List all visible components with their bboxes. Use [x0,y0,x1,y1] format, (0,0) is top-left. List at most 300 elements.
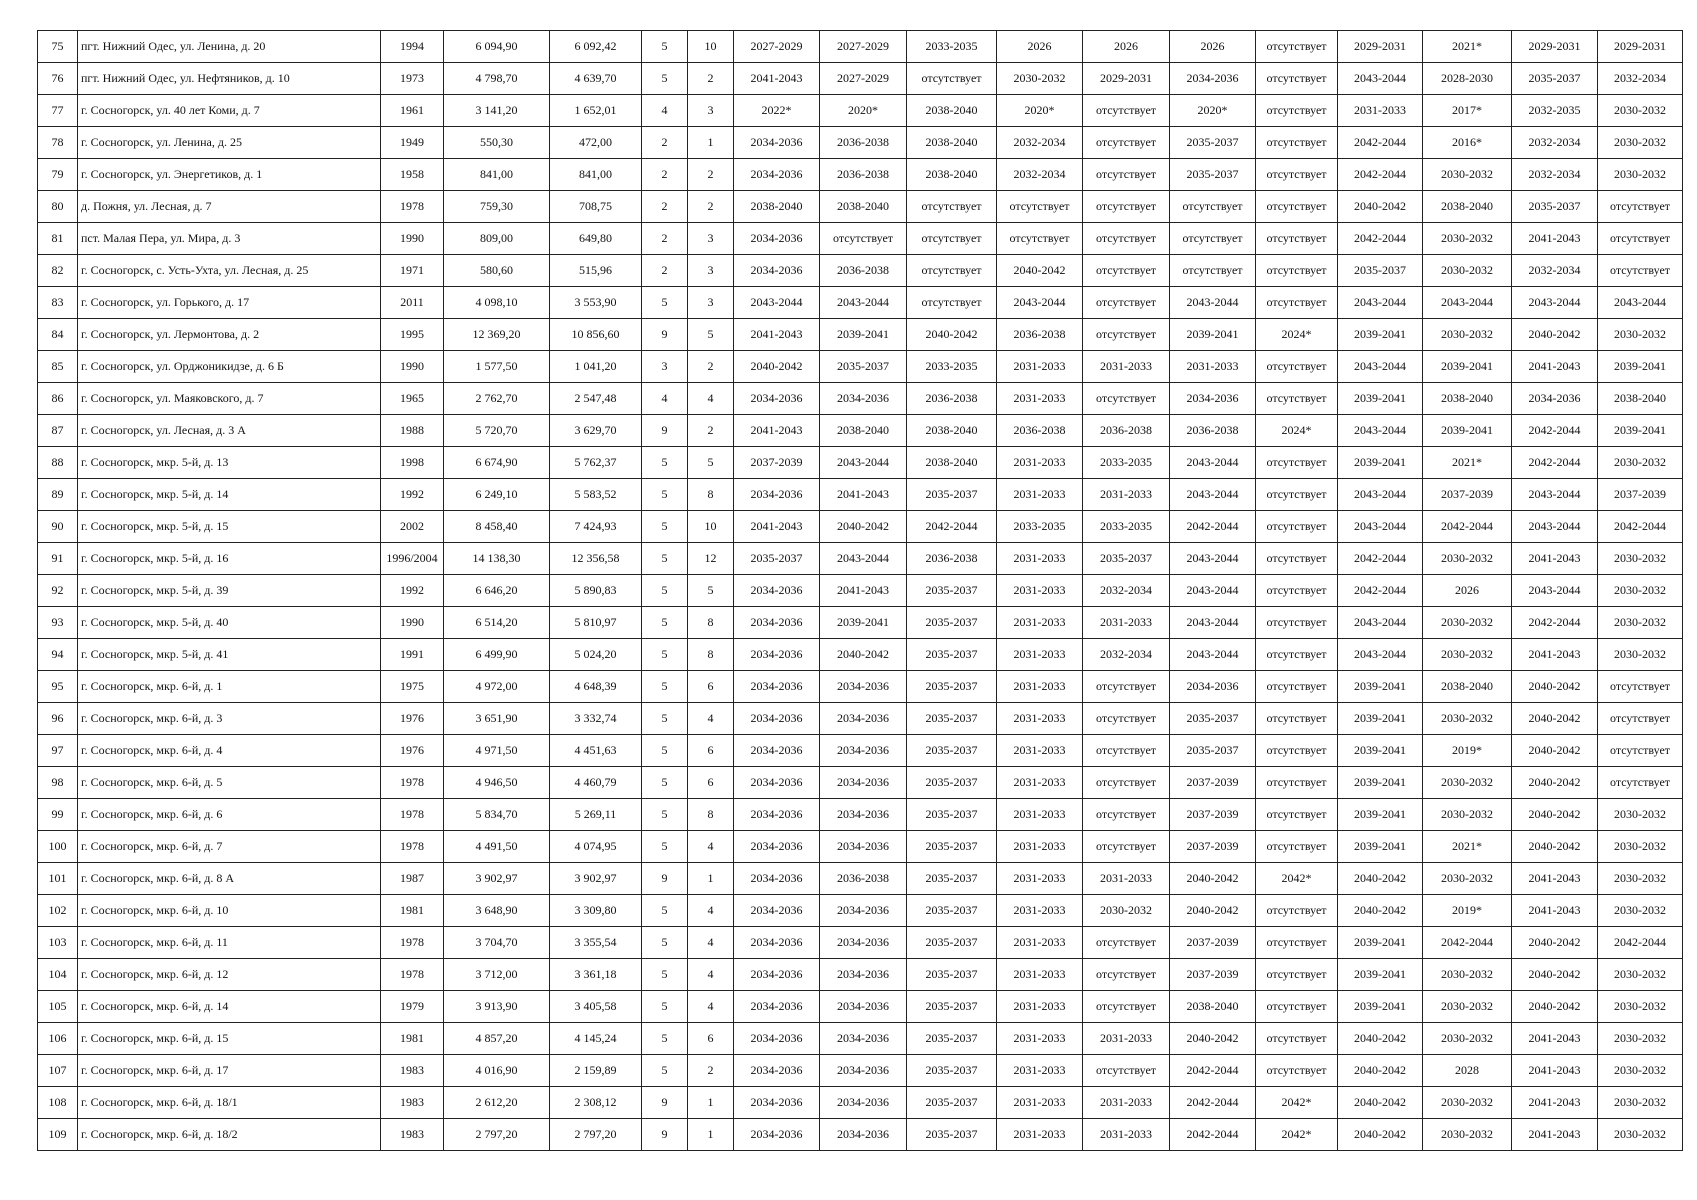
table-cell: 2030-2032 [1423,607,1512,639]
table-cell: 2019* [1423,735,1512,767]
table-cell: 2041-2043 [820,479,907,511]
table-cell: 2034-2036 [820,383,907,415]
table-cell: 2031-2033 [1083,1119,1170,1151]
table-cell: 2031-2033 [1083,479,1170,511]
table-cell: отсутствует [1083,95,1170,127]
table-cell: 2027-2029 [820,63,907,95]
table-cell: 2040-2042 [1512,319,1598,351]
table-cell: 4 [688,831,734,863]
table-cell: 2036-2038 [1083,415,1170,447]
table-cell: 3 704,70 [444,927,550,959]
table-cell: 2031-2033 [997,639,1083,671]
table-cell: 2030-2032 [1598,159,1683,191]
table-row [38,223,1683,255]
table-cell: отсутствует [1083,799,1170,831]
table-cell: 2031-2033 [1083,351,1170,383]
row-number-cell: 93 [38,607,78,639]
table-cell: 2035-2037 [1338,255,1423,287]
table-cell: 2032-2034 [1083,575,1170,607]
address-cell: пст. Малая Пера, ул. Мира, д. 3 [78,223,381,255]
table-cell: отсутствует [1256,127,1338,159]
table-cell: 4 [688,895,734,927]
table-cell: 5 [642,543,688,575]
table-cell: 2041-2043 [734,63,820,95]
table-cell: 2040-2042 [997,255,1083,287]
table-cell: 2039-2041 [1338,447,1423,479]
table-cell: 4 857,20 [444,1023,550,1055]
table-cell: 2039-2041 [1338,959,1423,991]
address-cell: г. Сосногорск, мкр. 6-й, д. 4 [78,735,381,767]
row-number-cell: 101 [38,863,78,895]
table-cell: отсутствует [1083,767,1170,799]
table-cell: 5 [642,735,688,767]
table-cell: 2032-2034 [1512,255,1598,287]
table-cell: отсутствует [1083,671,1170,703]
table-cell: 708,75 [550,191,642,223]
table-cell: отсутствует [1256,223,1338,255]
table-cell: 2042-2044 [1170,1119,1256,1151]
table-cell: 2035-2037 [907,831,997,863]
table-cell: 2031-2033 [997,1023,1083,1055]
table-cell: 841,00 [444,159,550,191]
table-cell: 5 [642,479,688,511]
table-cell: 2 762,70 [444,383,550,415]
table-cell: 2039-2041 [1338,383,1423,415]
table-cell: 2031-2033 [997,1119,1083,1151]
table-cell: 2030-2032 [1598,1087,1683,1119]
table-cell: 3 355,54 [550,927,642,959]
table-cell: отсутствует [1256,191,1338,223]
table-cell: 2040-2042 [1338,895,1423,927]
row-number-cell: 77 [38,95,78,127]
table-cell: 8 [688,799,734,831]
row-number-cell: 92 [38,575,78,607]
table-cell: 2026 [1170,31,1256,63]
table-cell: 3 361,18 [550,959,642,991]
table-cell: 2034-2036 [734,383,820,415]
table-cell: 2043-2044 [1338,415,1423,447]
table-cell: 6 249,10 [444,479,550,511]
row-number-cell: 103 [38,927,78,959]
table-cell: 2040-2042 [1512,735,1598,767]
table-cell: 2041-2043 [1512,895,1598,927]
address-cell: г. Сосногорск, мкр. 6-й, д. 7 [78,831,381,863]
table-cell: 2043-2044 [1512,479,1598,511]
table-cell: 2035-2037 [1170,735,1256,767]
address-cell: пгт. Нижний Одес, ул. Нефтяников, д. 10 [78,63,381,95]
table-cell: 5 720,70 [444,415,550,447]
table-cell: 2033-2035 [1083,447,1170,479]
table-cell: 14 138,30 [444,543,550,575]
table-cell: 2040-2042 [1338,863,1423,895]
table-cell: 4 [688,959,734,991]
table-cell: 1990 [381,607,444,639]
table-cell: 2043-2044 [820,287,907,319]
table-cell: 2038-2040 [1423,671,1512,703]
table-cell: 2040-2042 [1170,1023,1256,1055]
table-cell: 12 [688,543,734,575]
table-cell: отсутствует [1256,351,1338,383]
address-cell: г. Сосногорск, ул. Маяковского, д. 7 [78,383,381,415]
table-cell: 2034-2036 [820,1119,907,1151]
table-cell: отсутствует [1256,1055,1338,1087]
table-cell: 2039-2041 [1170,319,1256,351]
table-cell: 2035-2037 [907,799,997,831]
row-number-cell: 75 [38,31,78,63]
table-cell: 2042* [1256,1087,1338,1119]
table-cell: отсутствует [1256,991,1338,1023]
table-cell: 3 651,90 [444,703,550,735]
table-cell: 2026 [1423,575,1512,607]
table-cell: 2031-2033 [1338,95,1423,127]
table-cell: 5 583,52 [550,479,642,511]
row-number-cell: 105 [38,991,78,1023]
table-cell: 1 [688,127,734,159]
table-cell: отсутствует [1598,671,1683,703]
table-cell: 2043-2044 [1170,575,1256,607]
table-cell: 2034-2036 [734,479,820,511]
table-cell: 2034-2036 [820,927,907,959]
table-cell: 2034-2036 [734,767,820,799]
table-row [38,479,1683,511]
table-row [38,95,1683,127]
table-cell: 2034-2036 [820,671,907,703]
row-number-cell: 89 [38,479,78,511]
table-cell: 2037-2039 [1423,479,1512,511]
row-number-cell: 97 [38,735,78,767]
table-cell: 2034-2036 [734,671,820,703]
table-cell: 2020* [997,95,1083,127]
table-cell: 2038-2040 [820,191,907,223]
table-cell: 2021* [1423,31,1512,63]
table-cell: 2039-2041 [1338,991,1423,1023]
table-row [38,639,1683,671]
table-cell: отсутствует [1083,319,1170,351]
table-row [38,415,1683,447]
table-cell: 2038-2040 [1423,383,1512,415]
table-cell: 2030-2032 [1598,991,1683,1023]
address-cell: г. Сосногорск, мкр. 6-й, д. 8 А [78,863,381,895]
table-cell: 5 [642,607,688,639]
table-cell: 1 041,20 [550,351,642,383]
table-row [38,287,1683,319]
table-cell: 1990 [381,351,444,383]
row-number-cell: 100 [38,831,78,863]
table-cell: 2040-2042 [1512,799,1598,831]
table-row [38,895,1683,927]
table-cell: 3 [688,287,734,319]
address-cell: г. Сосногорск, мкр. 5-й, д. 40 [78,607,381,639]
table-cell: 2042-2044 [1598,511,1683,543]
table-cell: 3 902,97 [444,863,550,895]
table-row [38,1023,1683,1055]
table-cell: 2032-2034 [1083,639,1170,671]
table-cell: 5 [642,767,688,799]
table-cell: 2041-2043 [1512,1055,1598,1087]
table-cell: 2043-2044 [1512,287,1598,319]
table-cell: 2041-2043 [734,319,820,351]
table-cell: 2043-2044 [1423,287,1512,319]
table-cell: 2031-2033 [997,831,1083,863]
table-cell: 472,00 [550,127,642,159]
table-cell: 2034-2036 [734,735,820,767]
table-cell: 5 [642,1023,688,1055]
table-cell: 1981 [381,1023,444,1055]
table-cell: 5 [642,799,688,831]
table-cell: 2030-2032 [1423,639,1512,671]
table-cell: 2034-2036 [734,1119,820,1151]
table-row [38,735,1683,767]
table-cell: 6 092,42 [550,31,642,63]
table-cell: 2035-2037 [734,543,820,575]
row-number-cell: 104 [38,959,78,991]
table-cell: 2040-2042 [907,319,997,351]
table-cell: 2 159,89 [550,1055,642,1087]
table-cell: отсутствует [1083,1055,1170,1087]
table-cell: 2040-2042 [1338,191,1423,223]
table-cell: 2030-2032 [1423,255,1512,287]
table-cell: 2035-2037 [907,575,997,607]
table-cell: 2031-2033 [1083,1087,1170,1119]
table-cell: 2035-2037 [907,1119,997,1151]
table-cell: 2036-2038 [820,159,907,191]
table-cell: 2042-2044 [1423,927,1512,959]
table-row [38,447,1683,479]
table-row [38,255,1683,287]
table-cell: 2 [642,191,688,223]
table-cell: отсутствует [1256,287,1338,319]
table-cell: отсутствует [1256,831,1338,863]
table-cell: 2039-2041 [820,607,907,639]
table-cell: 2039-2041 [820,319,907,351]
table-cell: отсутствует [1598,223,1683,255]
table-row [38,703,1683,735]
table-cell: 4 648,39 [550,671,642,703]
table-cell: 2041-2043 [1512,863,1598,895]
table-cell: 2040-2042 [1338,1055,1423,1087]
table-cell: 1992 [381,575,444,607]
table-row [38,927,1683,959]
table-cell: 2029-2031 [1338,31,1423,63]
table-cell: 1975 [381,671,444,703]
row-number-cell: 84 [38,319,78,351]
row-number-cell: 86 [38,383,78,415]
table-cell: 2034-2036 [734,959,820,991]
table-cell: 2040-2042 [1512,671,1598,703]
table-cell: отсутствует [1256,575,1338,607]
table-cell: 2030-2032 [1423,1119,1512,1151]
table-cell: 9 [642,863,688,895]
table-cell: 2031-2033 [997,703,1083,735]
table-cell: 1958 [381,159,444,191]
table-cell: 649,80 [550,223,642,255]
table-cell: 2030-2032 [997,63,1083,95]
row-number-cell: 99 [38,799,78,831]
table-cell: отсутствует [907,63,997,95]
row-number-cell: 108 [38,1087,78,1119]
table-cell: отсутствует [997,223,1083,255]
address-cell: г. Сосногорск, мкр. 5-й, д. 13 [78,447,381,479]
table-cell: 2038-2040 [907,447,997,479]
table-cell: 2035-2037 [907,927,997,959]
table-cell: 2035-2037 [907,1055,997,1087]
table-cell: 2035-2037 [907,959,997,991]
table-cell: 3 [688,95,734,127]
table-cell: 2030-2032 [1423,1087,1512,1119]
table-cell: отсутствует [907,191,997,223]
row-number-cell: 106 [38,1023,78,1055]
table-cell: отсутствует [1083,383,1170,415]
row-number-cell: 85 [38,351,78,383]
table-cell: 2030-2032 [1423,319,1512,351]
table-cell: отсутствует [1256,735,1338,767]
table-cell: отсутствует [1256,1023,1338,1055]
table-cell: 5 [642,447,688,479]
table-cell: 1978 [381,831,444,863]
table-cell: 2031-2033 [997,863,1083,895]
address-cell: пгт. Нижний Одес, ул. Ленина, д. 20 [78,31,381,63]
table-cell: 5 [642,959,688,991]
table-cell: 2043-2044 [734,287,820,319]
address-cell: г. Сосногорск, ул. Энергетиков, д. 1 [78,159,381,191]
table-cell: 2034-2036 [1170,63,1256,95]
table-cell: 6 [688,671,734,703]
table-cell: отсутствует [1256,703,1338,735]
table-cell: 2022* [734,95,820,127]
table-cell: 2033-2035 [997,511,1083,543]
table-cell: 2039-2041 [1598,351,1683,383]
table-cell: 2031-2033 [997,991,1083,1023]
table-cell: 2031-2033 [997,735,1083,767]
table-cell: 2026 [1083,31,1170,63]
table-cell: 2 308,12 [550,1087,642,1119]
table-cell: 1979 [381,991,444,1023]
table-cell: 4 [642,95,688,127]
table-cell: 2034-2036 [820,895,907,927]
table-cell: 5 [642,575,688,607]
address-cell: г. Сосногорск, мкр. 5-й, д. 15 [78,511,381,543]
table-cell: 2038-2040 [1598,383,1683,415]
table-cell: 2034-2036 [820,959,907,991]
table-cell: отсутствует [1170,223,1256,255]
table-cell: 515,96 [550,255,642,287]
table-cell: 580,60 [444,255,550,287]
table-cell: 2028-2030 [1423,63,1512,95]
table-cell: 2030-2032 [1423,543,1512,575]
table-cell: отсутствует [1170,191,1256,223]
address-cell: г. Сосногорск, мкр. 6-й, д. 6 [78,799,381,831]
table-cell: 2036-2038 [907,383,997,415]
table-cell: 5 [688,575,734,607]
table-cell: 2042-2044 [1338,575,1423,607]
row-number-cell: 79 [38,159,78,191]
table-cell: 2031-2033 [1170,351,1256,383]
table-cell: 3 648,90 [444,895,550,927]
table-cell: 2035-2037 [907,479,997,511]
table-cell: 5 [642,927,688,959]
table-cell: 2030-2032 [1423,703,1512,735]
table-cell: 1983 [381,1055,444,1087]
table-cell: 2031-2033 [1083,1023,1170,1055]
table-cell: 2 [642,255,688,287]
table-cell: 2037-2039 [1170,831,1256,863]
table-cell: 1988 [381,415,444,447]
table-cell: 5 [642,511,688,543]
table-cell: 2020* [820,95,907,127]
address-cell: г. Сосногорск, ул. 40 лет Коми, д. 7 [78,95,381,127]
table-cell: 2034-2036 [820,735,907,767]
table-cell: отсутствует [1256,95,1338,127]
table-cell: 2035-2037 [907,703,997,735]
table-cell: 2035-2037 [907,639,997,671]
table-cell: 4 [688,383,734,415]
table-cell: отсутствует [1083,991,1170,1023]
table-cell: 9 [642,1087,688,1119]
table-cell: 4 451,63 [550,735,642,767]
table-cell: отсутствует [1256,159,1338,191]
table-cell: 2 [642,159,688,191]
table-cell: 2043-2044 [1338,511,1423,543]
table-cell: 5 [642,63,688,95]
table-cell: отсутствует [1256,767,1338,799]
table-cell: 2037-2039 [734,447,820,479]
address-cell: г. Сосногорск, мкр. 6-й, д. 14 [78,991,381,1023]
table-cell: 2043-2044 [1170,543,1256,575]
table-cell: 2030-2032 [1423,991,1512,1023]
row-number-cell: 91 [38,543,78,575]
table-row [38,191,1683,223]
row-number-cell: 90 [38,511,78,543]
table-cell: 4 016,90 [444,1055,550,1087]
table-cell: 3 309,80 [550,895,642,927]
table-cell: 5 269,11 [550,799,642,831]
table-cell: 2042-2044 [1512,415,1598,447]
table-cell: 2032-2035 [1512,95,1598,127]
table-cell: 2030-2032 [1423,799,1512,831]
table-cell: 2030-2032 [1598,575,1683,607]
table-cell: отсутствует [1256,511,1338,543]
table-cell: 2040-2042 [1338,1087,1423,1119]
table-cell: отсутствует [1598,703,1683,735]
table-cell: 1978 [381,799,444,831]
table-cell: 2031-2033 [997,383,1083,415]
table-cell: 2043-2044 [1338,287,1423,319]
table-cell: 1949 [381,127,444,159]
table-cell: 2035-2037 [907,991,997,1023]
table-cell: 4 798,70 [444,63,550,95]
table-cell: отсутствует [1598,767,1683,799]
table-cell: 2030-2032 [1598,447,1683,479]
table-cell: 2038-2040 [820,415,907,447]
table-row [38,575,1683,607]
table-cell: 2042-2044 [1170,511,1256,543]
table-cell: 2 [688,415,734,447]
row-number-cell: 102 [38,895,78,927]
table-cell: отсутствует [1256,639,1338,671]
table-cell: 2040-2042 [1512,767,1598,799]
table-cell: 2030-2032 [1423,767,1512,799]
table-cell: 2029-2031 [1598,31,1683,63]
table-cell: 2040-2042 [1338,1119,1423,1151]
table-cell: отсутствует [1083,959,1170,991]
table-cell: 6 674,90 [444,447,550,479]
row-number-cell: 82 [38,255,78,287]
row-number-cell: 96 [38,703,78,735]
address-cell: г. Сосногорск, мкр. 5-й, д. 41 [78,639,381,671]
table-cell: 1965 [381,383,444,415]
table-cell: 2036-2038 [907,543,997,575]
table-row [38,959,1683,991]
